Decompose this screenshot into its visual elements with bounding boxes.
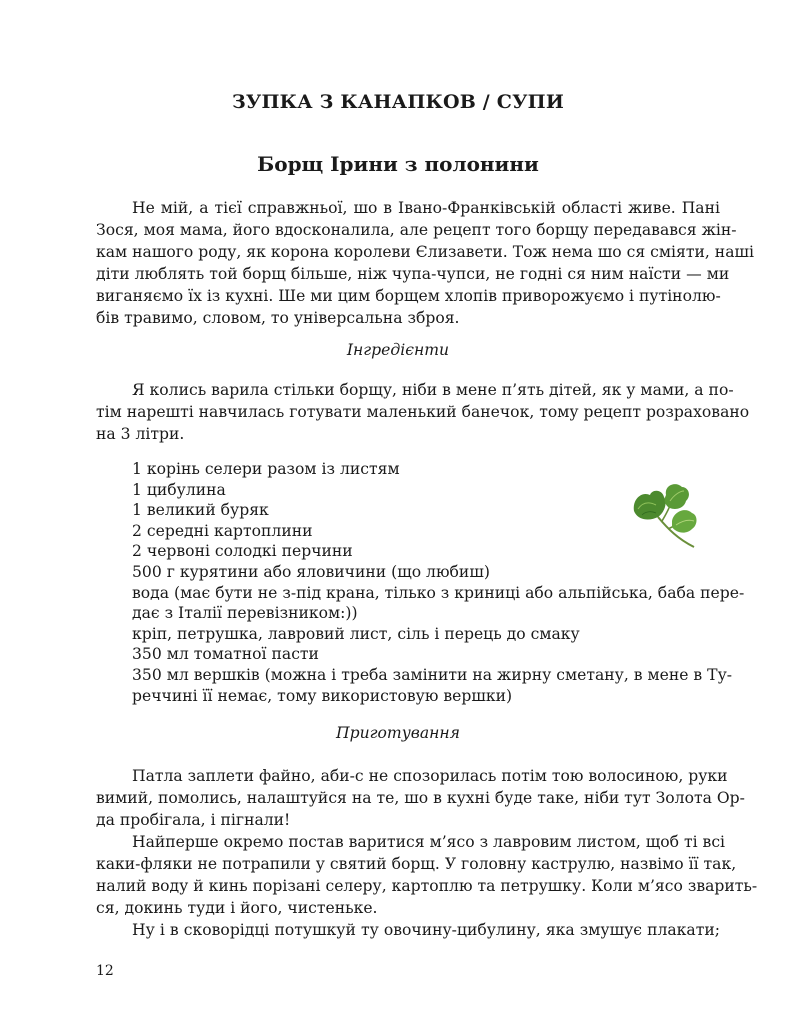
ingredient-text: 1 корінь селери разом із листям xyxy=(132,460,400,478)
ingredient-item xyxy=(132,583,745,624)
ingredients-heading: Інгредієнти xyxy=(346,341,450,359)
preparation-line: налий воду й кинь порізані селеру, картоплю та петрушку. Коли м’ясо зварить- xyxy=(96,877,758,895)
ingredient-text: реччині її немає, тому використовую вершки) xyxy=(132,686,513,705)
preparation-line: ся, докинь туди і його, чистеньке. xyxy=(96,899,378,917)
preparation-paragraph xyxy=(96,919,720,941)
intro-line: Не мій, а тієї справжньої, шо в Івано-Франківській області живе. Пані xyxy=(132,199,720,217)
ingredient-text: вода (має бути не з-під крана, тілько з криниці або альпійська, баба пере- xyxy=(132,583,745,602)
ingredient-item xyxy=(132,562,722,583)
preparation-line: Ну і в сковорідці потушкуй ту овочину-цибулину, яка змушує плакати; xyxy=(132,921,720,939)
ingredient-item xyxy=(132,665,733,706)
preparation-paragraph xyxy=(96,765,745,831)
ingredient-text: дає з Італії перевізником:)) xyxy=(132,604,358,623)
ingredients-intro-line: на 3 літри. xyxy=(96,425,185,443)
ingredient-item xyxy=(132,624,722,645)
ingredient-text: 2 червоні солодкі перчини xyxy=(132,542,353,561)
ingredients-intro-line: Я колись варила стільки борщу, ніби в мене п’ять дітей, як у мами, а по- xyxy=(132,381,734,399)
recipe-title: Борщ Ірини з полонини xyxy=(257,152,539,176)
ingredient-text: 2 середні картоплини xyxy=(132,521,313,540)
preparation-line: каки-фляки не потрапили у святий борщ. У головну каструлю, назвімо її так, xyxy=(96,855,737,873)
preparation-line: да пробігала, і пігнали! xyxy=(96,811,291,829)
ingredient-text: 1 великий буряк xyxy=(132,501,269,520)
ingredients-intro-line: тім нарешті навчилась готувати маленький банечок, тому рецепт розраховано xyxy=(96,403,750,421)
parsley-sprig-icon xyxy=(628,481,700,553)
ingredient-text: 350 мл томатної пасти xyxy=(132,645,319,664)
intro-line: діти люблять той борщ більше, ніж чупа-чупси, не годні ся ним наїсти — ми xyxy=(96,265,730,283)
intro-line: виганяємо їх із кухні. Ше ми цим борщем хлопів приворожуємо і путінолю- xyxy=(96,287,721,305)
ingredient-text: 350 мл вершків (можна і треба замінити на жирну сметану, в мене в Ту- xyxy=(132,665,733,684)
ingredient-item xyxy=(132,644,722,665)
preparation-heading: Приготування xyxy=(336,724,460,742)
intro-line: Зося, моя мама, його вдосконалила, але рецепт того борщу передавався жін- xyxy=(96,221,737,239)
intro-line: кам нашого роду, як корона королеви Єлизавети. Тож нема шо ся сміяти, наші xyxy=(96,243,754,261)
ingredient-text: 1 цибулина xyxy=(132,480,226,499)
ingredient-text: кріп, петрушка, лавровий лист, сіль і перець до смаку xyxy=(132,624,580,643)
intro-paragraph xyxy=(96,197,754,329)
preparation-line: Найперше окремо постав варитися м’ясо з лавровим листом, щоб ті всі xyxy=(132,833,726,851)
preparation-paragraph xyxy=(96,831,758,919)
intro-line: бів травимо, словом, то універсальна зброя. xyxy=(96,309,460,327)
ingredient-item xyxy=(132,459,722,480)
ingredients-intro-paragraph xyxy=(96,379,750,445)
ingredient-text: 500 г курятини або яловичини (що любиш) xyxy=(132,562,490,581)
section-title: ЗУПКА З КАНАПКОВ / СУПИ xyxy=(232,91,564,113)
preparation-line: Патла заплети файно, аби-с не спозорилась потім тою волосиною, руки xyxy=(132,767,728,785)
page-number: 12 xyxy=(96,963,114,979)
preparation-line: вимий, помолись, налаштуйся на те, шо в кухні буде таке, ніби тут Золота Ор- xyxy=(96,789,745,807)
